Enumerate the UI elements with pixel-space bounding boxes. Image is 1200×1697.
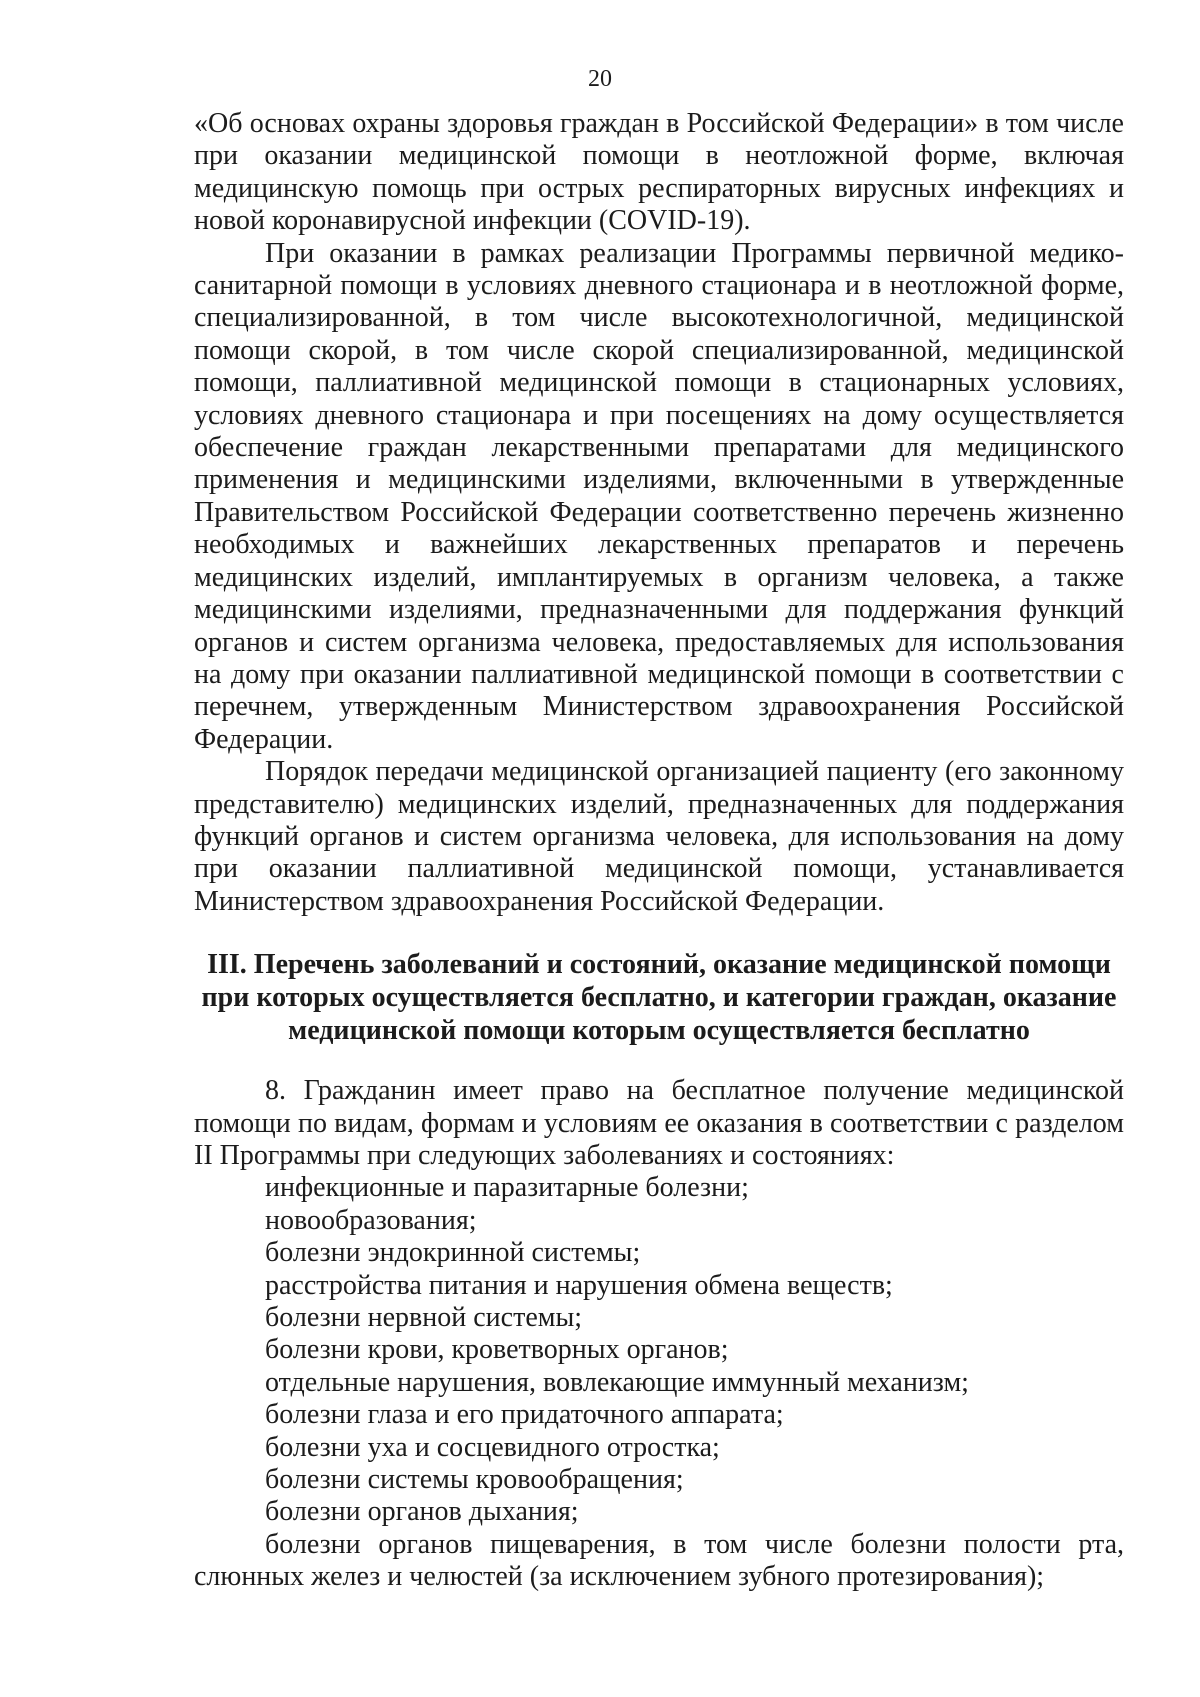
section-heading-line-3: медицинской помощи которым осуществляется бесплатно bbox=[288, 1015, 1030, 1047]
list-item: болезни органов дыхания; bbox=[265, 1496, 579, 1528]
section-heading-line-1: III. Перечень заболеваний и состояний, оказание медицинской помощи bbox=[207, 949, 1111, 981]
list-item: болезни органов пищеварения, в том числе болезни полости рта, слюнных желез и челюстей (за исключением зубного протезирования); bbox=[194, 1528, 1124, 1593]
list-item: болезни нервной системы; bbox=[265, 1302, 583, 1333]
section-heading bbox=[194, 948, 1124, 1047]
clause-8: 8. Гражданин имеет право на бесплатное получение медицинской помощи по видам, формам и условиям ее оказания в соответствии с разделом II Программы при следующих заболеваниях и состояниях: bbox=[194, 1075, 1124, 1171]
list-item: болезни крови, кроветворных органов; bbox=[265, 1334, 729, 1366]
list-item: расстройства питания и нарушения обмена веществ; bbox=[265, 1269, 893, 1301]
list-item: отдельные нарушения, вовлекающие иммунный механизм; bbox=[265, 1366, 969, 1398]
paragraph-device-transfer: Порядок передачи медицинской организацией пациенту (его законному представителю) медицинских изделий, предназначенных для поддержания функций органов и систем организма человека, для использования на дому при оказании паллиативной медицинской помощи, устанавливается Министерством здравоохранения Российской Федерации. bbox=[194, 756, 1124, 917]
disease-list bbox=[194, 1172, 1124, 1593]
list-item: инфекционные и паразитарные болезни; bbox=[265, 1172, 749, 1204]
paragraph-medication-provision: При оказании в рамках реализации Программы первичной медико-санитарной помощи в условиях дневного стационара и в неотложной форме, специализированной, в том числе высокотехнологичной, медицинской помощи скорой, в том числе скорой специализированной, медицинской помощи, паллиативной медицинской помощи в стационарных условиях, условиях дневного стационара и при посещениях на дому осуществляется обеспечение граждан лекарственными препаратами для медицинского применения и медицинскими изделиями, включенными в утвержденные Правительством Российской Федерации соответственно перечень жизненно необходимых и важнейших лекарственных препаратов и перечень медицинских изделий, имплантируемых в организм человека, а также медицинскими изделиями, предназначенными для поддержания функций органов и систем организма человека, предоставляемых для использования на дому при оказании паллиативной медицинской помощи в соответствии с перечнем, утвержденным Министерством здравоохранения Российской Федерации. bbox=[194, 237, 1124, 755]
page-number: 20 bbox=[588, 66, 612, 92]
document-body bbox=[194, 108, 1124, 1594]
list-item: болезни глаза и его придаточного аппарата; bbox=[265, 1399, 784, 1431]
paragraph-continuation: «Об основах охраны здоровья граждан в Российской Федерации» в том числе при оказании медицинской помощи в неотложной форме, включая медицинскую помощь при острых респираторных вирусных инфекциях и новой коронавирусной инфекции (COVID-19). bbox=[194, 108, 1124, 237]
list-item: болезни системы кровообращения; bbox=[265, 1464, 684, 1496]
list-item: новообразования; bbox=[265, 1204, 477, 1236]
list-item: болезни эндокринной системы; bbox=[265, 1237, 641, 1269]
section-heading-line-2: при которых осуществляется бесплатно, и категории граждан, оказание bbox=[201, 982, 1117, 1014]
list-item: болезни уха и сосцевидного отростка; bbox=[265, 1431, 720, 1463]
